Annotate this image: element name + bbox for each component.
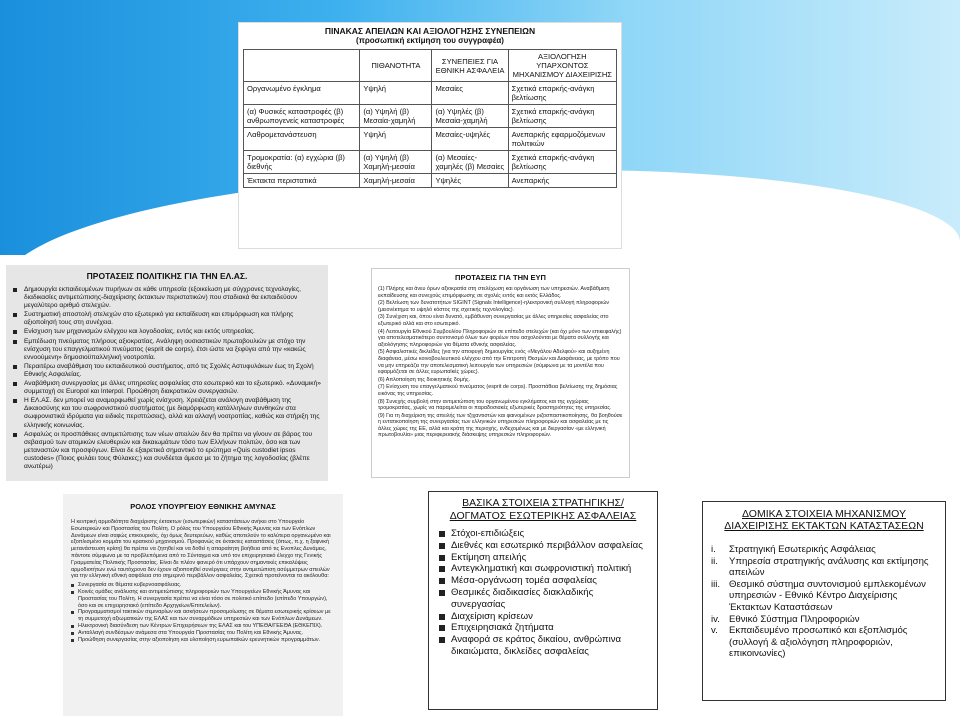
list-item: (3) Συνέχιση και, όπου είναι δυνατό, εμβάθυνση συνεργασίας με άλλες υπηρεσίες ασφαλείας στο εξωτερικό αλλά και στο εσωτερικό. bbox=[378, 314, 609, 327]
ministry-title: ΡΟΛΟΣ ΥΠΟΥΡΓΕΙΟΥ ΕΘΝΙΚΗΣ ΑΜΥΝΑΣ bbox=[130, 502, 276, 511]
table-row bbox=[244, 151, 617, 174]
list-item bbox=[711, 625, 937, 660]
eyp-proposals-card bbox=[371, 268, 630, 478]
list-item: (2) Βελτίωση των δυνατοτήτων SIGINT (Signals Intelligence)-ηλεκτρονική συλλογή πληροφοριών (μειονέκτημα το υψηλό κόστος της σχετικής τεχνολογίας). bbox=[378, 300, 610, 313]
list-item: (8) Συνεχής συμβολή στην αντιμετώπιση του οργανωμένου εγκλήματος και της εγχώριας τρομοκρατίας, χωρίς να παραμελείται οι παραδοσιακές εξωτερικές δραστηριότητες της υπηρεσίας. bbox=[378, 398, 612, 412]
table-cell: Οργανωμένο έγκλημα bbox=[244, 82, 360, 105]
list-item: Ασφαλώς οι προσπάθειες αντιμετώπισης των νέων απειλών δεν θα πρέπει να γίνουν σε βάρος του σεβασμού των ατομικών ελευθεριών και δικαιωμάτων τόσο των Ελλήνων πολιτών, όσο και των μεταναστών και προσφύγων. Είναι δε εξαιρετικά σημαντικό το ερώτημα «Quis custodiet ipsos custodes» (Ποιος φυλάει τους Φύλακες;) και συνδέεται άμεσα με το ζήτημα της λογοδοσίας (βλέπε ανωτέρω) bbox=[12, 431, 322, 471]
table-header-cell: ΑΞΙΟΛΟΓΗΣΗ ΥΠΑΡΧΟΝΤΟΣ ΜΗΧΑΝΙΣΜΟΥ ΔΙΑΧΕΙΡΙΣΗΣ bbox=[508, 50, 616, 82]
table-cell: Έκτακτα περιστατικά bbox=[244, 174, 360, 188]
table-cell: Σχετικά επαρκής-ανάγκη βελτίωσης bbox=[508, 82, 616, 105]
list-item: (5) Ασφαλιστικές δικλείδες (για την αποφυγή δημιουργίας ενός «Μεγάλου Αδελφού» και αυξημένη διαφάνεια, μέσω κοινοβουλευτικού ελέγχου από την Επιτροπή Θεσμών και Διαφάνειας, με τρόπο που να μην επηρεάζει την αποτελεσματική λειτουργία των υπηρεσιών (σύμφωνα με τα μοντέλα που εφαρμόζεται σε άλλες ευρωπαϊκές χώρες). bbox=[378, 349, 620, 376]
list-item: Αναφορά σε κράτος δικαίου, ανθρώπινα δικαιώματα, δικλείδες ασφαλείας bbox=[437, 634, 649, 658]
list-item: Συστηματική αποστολή στελεχών στο εξωτερικό για εκπαίδευση και επιμόρφωση και πλήρης αξιοποίησή τους στη συνέχεια. bbox=[12, 311, 322, 327]
list-item: Ηλεκτρονική διασύνδεση των Κέντρων Επιχειρήσεων της ΕΛΑΣ και του ΥΠΕΘΑ/ΓΕΕΘΑ (ΕΘΚΕΠΙΧ). bbox=[71, 623, 335, 630]
table-cell: (α) Μεσαίες-χαμηλές (β) Μεσαίες bbox=[432, 151, 508, 174]
list-item-text: Εκπαιδευμένο προσωπικό και εξοπλισμός (συλλογή & αξιολόγηση πληροφοριών, επικοινωνίες) bbox=[729, 625, 908, 660]
list-item: (9) Για τη διαχείριση της απειλής των τζιχαντιστών και φαινομένων ριζοσπαστικοποίησης, θα βοηθούσε η εντατικοποίηση της συνεργασίας των ελληνικών υπηρεσιών πληροφοριών και ασφαλείας με τις άλλες χώρες της ΕΕ, αλλά και κράτη της περιοχής, ενδεχομένως και με διεργασίαν «με ελληνική πρωτοβουλία» μιας περιφερειακής διάσκεψης υπηρεσιών πληροφοριών. bbox=[378, 412, 623, 439]
table-header-cell: ΠΙΘΑΝΟΤΗΤΑ bbox=[360, 50, 432, 82]
list-item: Στόχοι-επιδιώξεις bbox=[437, 528, 649, 540]
table-cell: Ανεπαρκής bbox=[508, 174, 616, 188]
list-item: Ενίσχυση των μηχανισμών ελέγχου και λογοδοσίας, εντός και εκτός υπηρεσίας. bbox=[12, 328, 322, 336]
elas-title: ΠΡΟΤΑΣΕΙΣ ΠΟΛΙΤΙΚΗΣ ΓΙΑ ΤΗΝ ΕΛ.ΑΣ. bbox=[86, 271, 248, 281]
structural-elements-card bbox=[702, 501, 946, 701]
eyp-proposals-list bbox=[378, 286, 623, 439]
list-item-text: Στρατηγική Εσωτερικής Ασφάλειας bbox=[729, 544, 876, 555]
list-item: Η ΕΛ.ΑΣ. δεν μπορεί να αναμορφωθεί χωρίς ενίσχυση. Χρειάζεται ανάλογη αναβάθμιση της Δικαιοσύνης και του σωφρονιστικού συστήματος (με διαμόρφωση κατάλληλων συνθηκών στα σωφρονιστικά ιδρύματα για ειδικές περιπτώσεις), αλλά και αλλαγή νοοτροπίας, καθώς και στήριξη της ελληνικής κοινωνίας. bbox=[12, 397, 322, 429]
table-cell: Υψηλή bbox=[360, 82, 432, 105]
list-item: Αναβάθμιση συνεργασίας με άλλες υπηρεσίες ασφαλείας στο εσωτερικό και το εξωτερικό. «Δυναμική» συμμετοχή σε Europol και Interpol. Προώθηση διακρατικών συνεργασιών. bbox=[12, 380, 322, 396]
table-header-cell: ΣΥΝΕΠΕΙΕΣ ΓΙΑ ΕΘΝΙΚΗ ΑΣΦΑΛΕΙΑ bbox=[432, 50, 508, 82]
list-item-number: iii. bbox=[711, 578, 721, 590]
table-cell: Μεσαίες-υψηλές bbox=[432, 128, 508, 151]
table-cell: Υψηλή bbox=[360, 128, 432, 151]
list-item: Εμπέδωση πνεύματος πλήρους αξιοκρατίας. Ανάληψη ουσιαστικών πρωτοβουλιών με στόχο την ενίσχυση του επαγγελματικού πνεύματος (esprit de corps), έτσι ώστε να ξεφύγει από την «κακώς εννοούμενη» δημοσιοϋπαλληλική νοοτροπία. bbox=[12, 338, 322, 362]
table-cell: (α) Υψηλές (β) Μεσαία-χαμηλή bbox=[432, 105, 508, 128]
list-item bbox=[711, 614, 937, 626]
list-item bbox=[711, 579, 937, 614]
table-cell: Λαθρομετανάστευση bbox=[244, 128, 360, 151]
list-item: Εκτίμηση απειλής bbox=[437, 552, 649, 564]
table-cell: Σχετικά επαρκής-ανάγκη βελτίωσης bbox=[508, 151, 616, 174]
strategic-elements-list bbox=[437, 528, 649, 658]
strategic-title: ΒΑΣΙΚΑ ΣΤΟΙΧΕΙΑ ΣΤΡΑΤΗΓΙΚΗΣ/ ΔΟΓΜΑΤΟΣ ΕΣΩΤΕΡΙΚΗΣ ΑΣΦΑΛΕΙΑΣ bbox=[449, 497, 637, 522]
list-item: Αντεγκληματική και σωφρονιστική πολιτική bbox=[437, 563, 649, 575]
list-item-number: ii. bbox=[711, 555, 718, 567]
table-header-row bbox=[244, 50, 617, 82]
list-item: Θεσμικές διαδικασίες διακλαδικής συνεργασίας bbox=[437, 587, 649, 611]
table-cell: Ανεπαρκής εφαρμοζόμενων πολιτικών bbox=[508, 128, 616, 151]
ministry-paragraph: Η κεντρική αρμοδιότητα διαχείρισης έκτακτων (εσωτερικών) καταστάσεων ανήκει στο Υπουργείο Εσωτερικών και Προστασίας του Πολίτη. Ο ρόλος του Υπουργείου Εθνικής Άμυνας και των Ενόπλων Δυνάμεων είναι σαφώς επικουρικός, όχι όμως δευτερεύων, καθώς αποτελούν το καλύτερα οργανωμένο και εξοπλισμένο κομμάτι του κρατικού μηχανισμού. Προφανώς σε έκτακτες καταστάσεις (όπως, π.χ. η ξαφνική μετανάστευση κρίση) θα πρέπει να ζητηθεί και να δοθεί η απαραίτητη βοήθεια από τις Ενοπλες Δυνάμεις, πάντοτε σύμφωνα με τα προβλεπόμενα από το Σύνταγμα και υπό τον επιχειρησιακό έλεγχο της Γενικής Γραμματείας Πολιτικής Προστασίας. Είναι δε πλέον φανερό ότι υπάρχουν σημαντικές επικαλύψεις αρμοδιοτήτων ενώ ταυτόχρονα δεν έχουν αξιοποιηθεί συνέργειες στην αντιμετώπιση ασύμμετρων απειλών για την ελληνική εθνική ασφάλεια στο σημερινό περιβάλλον ασφαλείας. Σχετικά προτείνονται τα ακόλουθα: bbox=[71, 519, 331, 580]
structural-elements-list bbox=[711, 544, 937, 660]
elas-proposals-list bbox=[12, 286, 322, 471]
table-row bbox=[244, 105, 617, 128]
strategic-elements-card bbox=[428, 491, 658, 710]
table-cell: (α) Φυσικές καταστροφές (β) ανθρωπογενείς καταστροφές bbox=[244, 105, 360, 128]
list-item: Προγραμματισμοί τακτικών σεμιναρίων και ασκήσεων προσομοίωσης σε θέματα εσωτερικής κρίσεων με τη συμμετοχή αξιωματικών της ΕΛΑΣ και των συναρμόδιων υπηρεσιών και των Ενόπλων Δυνάμεων. bbox=[71, 609, 335, 623]
list-item: Περαιτέρω αναβάθμιση του εκπαιδευτικού συστήματος, από τις Σχολές Αστυφυλάκων έως τη Σχολή Εθνικής Ασφαλείας. bbox=[12, 363, 322, 379]
list-item: Συνεργασία σε θέματα κυβερνοασφάλειας. bbox=[71, 582, 335, 589]
list-item bbox=[711, 556, 937, 579]
list-item: (7) Ενίσχυση του επαγγελματικού πνεύματος (esprit de corps). Προσπάθεια βελτίωσης της δημόσιας εικόνας της υπηρεσίας. bbox=[378, 384, 618, 397]
structural-title: ΔΟΜΙΚΑ ΣΤΟΙΧΕΙΑ ΜΗΧΑΝΙΣΜΟΥ ΔΙΑΧΕΙΡΙΣΗΣ ΕΚΤΑΚΤΩΝ ΚΑΤΑΣΤΑΣΕΩΝ bbox=[724, 508, 924, 532]
table-cell: (α) Υψηλή (β) Χαμηλή-μεσαία bbox=[360, 151, 432, 174]
table-cell: Μεσαίες bbox=[432, 82, 508, 105]
list-item-text: Υπηρεσία στρατηγικής ανάλυσης και εκτίμησης απειλών bbox=[729, 555, 929, 579]
threat-table bbox=[243, 49, 617, 188]
ministry-proposals-list bbox=[71, 582, 335, 643]
threat-assessment-table-card bbox=[238, 22, 622, 249]
list-item: Διεθνές και εσωτερικό περιβάλλον ασφαλείας bbox=[437, 540, 649, 552]
table-cell: Σχετικά επαρκής-ανάγκη βελτίωσης bbox=[508, 105, 616, 128]
list-item: Κοινές ομάδες ανάλυσης και αντιμετώπισης πληροφοριών των Υπουργείων Εθνικής Άμυνας και Προστασίας του Πολίτη. Η συνεργασία πρέπει να είναι τόσο σε πολιτικό επίπεδο (επίπεδο Υπουργών), όσο και σε επιχειρησιακό (επίπεδο Αρχηγείων/Επιτελείων). bbox=[71, 589, 335, 609]
ministry-defense-card bbox=[63, 494, 343, 716]
list-item: Προώθηση συνεργασίας στην αξιοποίηση και υλοποίηση ευρωπαϊκών ερευνητικών προγραμμάτων. bbox=[71, 637, 335, 644]
list-item-text: Θεσμικό σύστημα συντονισμού εμπλεκομένων υπηρεσιών - Εθνικό Κέντρο Διαχείρισης Έκτακτων Καταστάσεων bbox=[729, 578, 926, 613]
list-item: Ανταλλαγή συνδέσμων ανάμεσα στα Υπουργεία Προστασίας του Πολίτη και Εθνικής Άμυνας. bbox=[71, 630, 335, 637]
table-cell: Χαμηλή-μεσαία bbox=[360, 174, 432, 188]
list-item-text: Εθνικό Σύστημα Πληροφοριών bbox=[729, 613, 860, 625]
list-item: Επιχειρησιακά ζητήματα bbox=[437, 622, 649, 634]
list-item: (4) Λειτουργία Εθνικού Συμβουλίου Πληροφοριών σε επίπεδο στελεχών (και όχι μόνο των επικεφαλής) για αποτελεσματικότερο συντονισμό όλων των φορέων που ασχολούνται με θέματα συλλογής και αξιολόγησης πληροφοριών για θέματα εθνικής ασφαλείας. bbox=[378, 328, 622, 348]
list-item-number: iv. bbox=[711, 613, 720, 625]
list-item: Διαχείριση κρίσεων bbox=[437, 611, 649, 623]
threat-table-subtitle: (προσωπική εκτίμηση του συγγραφέα) bbox=[356, 36, 504, 45]
eyp-title: ΠΡΟΤΑΣΕΙΣ ΓΙΑ ΤΗΝ ΕΥΠ bbox=[455, 273, 546, 282]
list-item: Μέσα-οργάνωση τομέα ασφαλείας bbox=[437, 575, 649, 587]
table-cell: Τρομοκρατία: (α) εγχώρια (β) διεθνής bbox=[244, 151, 360, 174]
list-item bbox=[711, 544, 937, 556]
table-row bbox=[244, 82, 617, 105]
table-header-cell bbox=[244, 50, 360, 82]
table-cell: Υψηλές bbox=[432, 174, 508, 188]
list-item-number: v. bbox=[711, 625, 718, 637]
table-cell: (α) Υψηλή (β) Μεσαία-χαμηλή bbox=[360, 105, 432, 128]
list-item: Δημιουργία εκπαιδευμένων πυρήνων σε κάθε υπηρεσία (εξοικείωση με σύγχρονες τεχνολογίες, διαδικασίες αντιμετώπισης-διαχείρισης έκτακτων περιστατικών) που σταδιακά θα εκπαιδεύουν μεγαλύτερο αριθμό στελεχών. bbox=[12, 286, 322, 310]
threat-table-title: ΠΙΝΑΚΑΣ ΑΠΕΙΛΩΝ ΚΑΙ ΑΞΙΟΛΟΓΗΣΗΣ ΣΥΝΕΠΕΙΩΝ bbox=[324, 26, 536, 36]
list-item-number: i. bbox=[711, 544, 716, 555]
elas-policy-card bbox=[6, 265, 328, 481]
list-item: (6) Απλοποίηση της διοικητικής δομής. bbox=[378, 376, 470, 383]
list-item: (1) Πλήρης και άνευ όρων αξιοκρατία στη στελέχωση και οργάνωση των υπηρεσιών. Αναβάθμιση εκπαίδευσης και συνεχούς επιμόρφωσης σε σχολές εντός και εκτός Ελλάδος. bbox=[378, 286, 610, 299]
table-row bbox=[244, 174, 617, 188]
table-row bbox=[244, 128, 617, 151]
